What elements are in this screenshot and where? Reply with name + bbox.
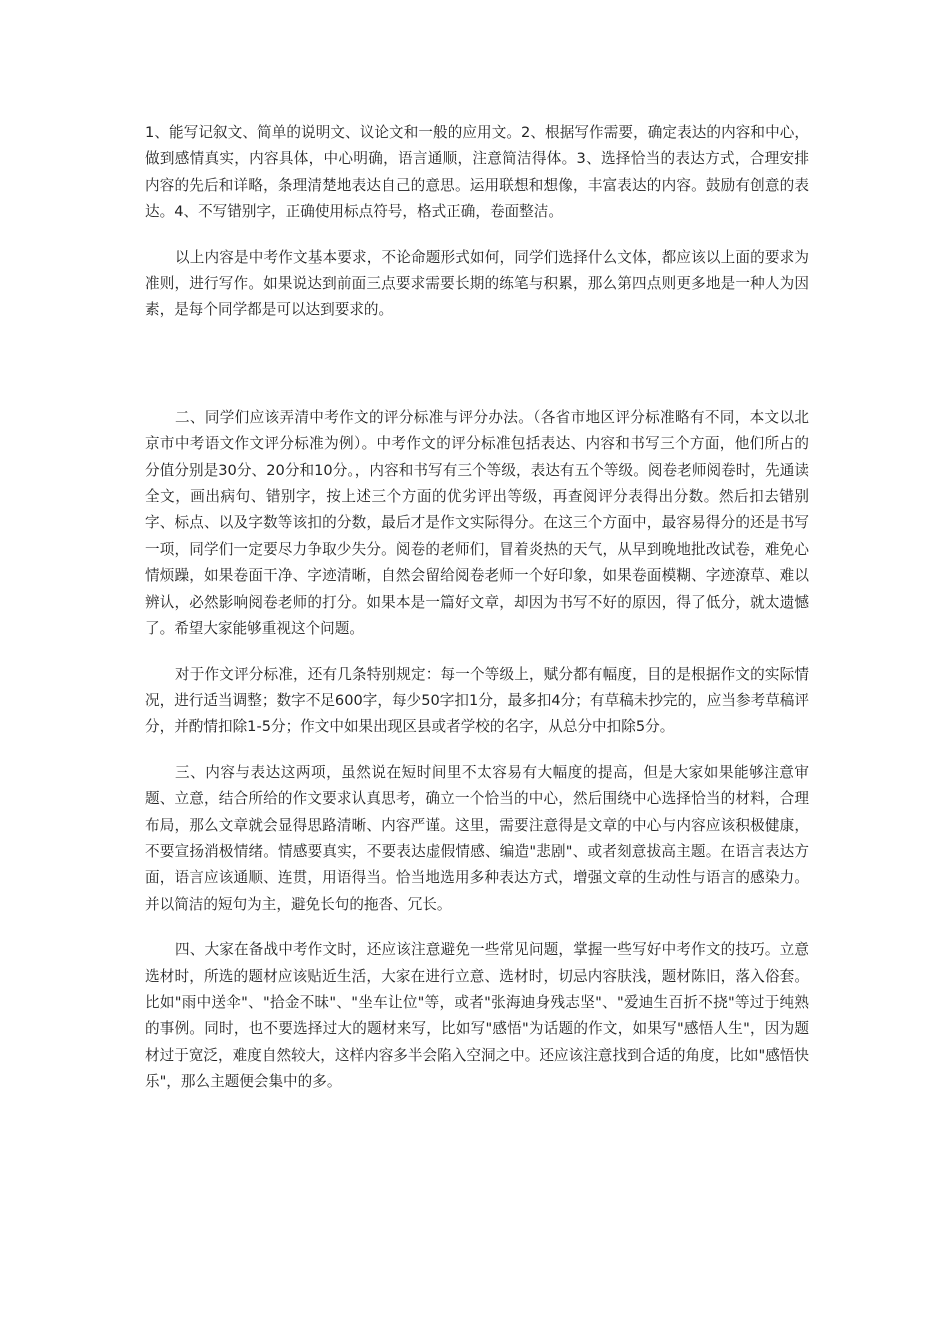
paragraph-basic-requirements-note: 以上内容是中考作文基本要求，不论命题形式如何，同学们选择什么文体，都应该以上面的要求为准则，进行写作。如果说达到前面三点要求需要长期的练笔与积累，那么第四点则更多地是一种人为因素，是每个同学都是可以达到要求的。	[145, 248, 809, 319]
paragraph-common-problems: 四、大家在备战中考作文时，还应该注意避免一些常见问题，掌握一些写好中考作文的技巧。立意选材时，所选的题材应该贴近生活，大家在进行立意、选材时，切忌内容肤浅，题材陈旧，落入俗套。比如"雨中送伞"、"拾金不昧"、"坐车让位"等，或者"张海迪身残志坚"、"爱迪生百折不挠"等过于纯熟的事例。同时，也不要选择过大的题材来写，比如写"感悟"为话题的作文，如果写"感悟人生"，因为题材过于宽泛，难度自然较大，这样内容多半会陷入空洞之中。还应该注意找到合适的角度，比如"感悟快乐"，那么主题便会集中的多。	[145, 941, 809, 1091]
paragraph-writing-requirements: 1、能写记叙文、简单的说明文、议论文和一般的应用文。2、根据写作需要，确定表达的内容和中心，做到感情真实，内容具体，中心明确，语言通顺，注意简洁得体。3、选择恰当的表达方式，合理安排内容的先后和详略，条理清楚地表达自己的意思。运用联想和想像，丰富表达的内容。鼓励有创意的表达。4、不写错别字，正确使用标点符号，格式正确，卷面整洁。	[145, 124, 809, 221]
document-body	[145, 120, 809, 1096]
paragraph-special-rules: 对于作文评分标准，还有几条特别规定：每一个等级上，赋分都有幅度，目的是根据作文的实际情况，进行适当调整；数字不足600字，每少50字扣1分，最多扣4分；有草稿未抄完的，应当参考草稿评分，并酌情扣除1-5分；作文中如果出现区县或者学校的名字，从总分中扣除5分。	[145, 665, 809, 736]
paragraph-content-expression: 三、内容与表达这两项，虽然说在短时间里不太容易有大幅度的提高，但是大家如果能够注意审题、立意，结合所给的作文要求认真思考，确立一个恰当的中心，然后围绕中心选择恰当的材料，合理布局，那么文章就会显得思路清晰、内容严谨。这里，需要注意得是文章的中心与内容应该积极健康，不要宣扬消极情绪。情感要真实，不要表达虚假情感、编造"悲剧"、或者刻意拔高主题。在语言表达方面，语言应该通顺、连贯，用语得当。恰当地选用多种表达方式，增强文章的生动性与语言的感染力。并以简洁的短句为主，避免长句的拖沓、冗长。	[145, 763, 809, 913]
paragraph-scoring-standards: 二、同学们应该弄清中考作文的评分标准与评分办法。（各省市地区评分标准略有不同，本文以北京市中考语文作文评分标准为例）。中考作文的评分标准包括表达、内容和书写三个方面，他们所占的分值分别是30分、20分和10分。，内容和书写有三个等级，表达有五个等级。阅卷老师阅卷时，先通读全文，画出病句、错别字，按上述三个方面的优劣评出等级，再查阅评分表得出分数。然后扣去错别字、标点、以及字数等该扣的分数，最后才是作文实际得分。在这三个方面中，最容易得分的还是书写一项，同学们一定要尽力争取少失分。阅卷的老师们，冒着炎热的天气，从早到晚地批改试卷，难免心情烦躁，如果卷面干净、字迹清晰，自然会留给阅卷老师一个好印象，如果卷面模糊、字迹潦草、难以辨认，必然影响阅卷老师的打分。如果本是一篇好文章，却因为书写不好的原因，得了低分，就太遗憾了。希望大家能够重视这个问题。	[145, 408, 809, 638]
